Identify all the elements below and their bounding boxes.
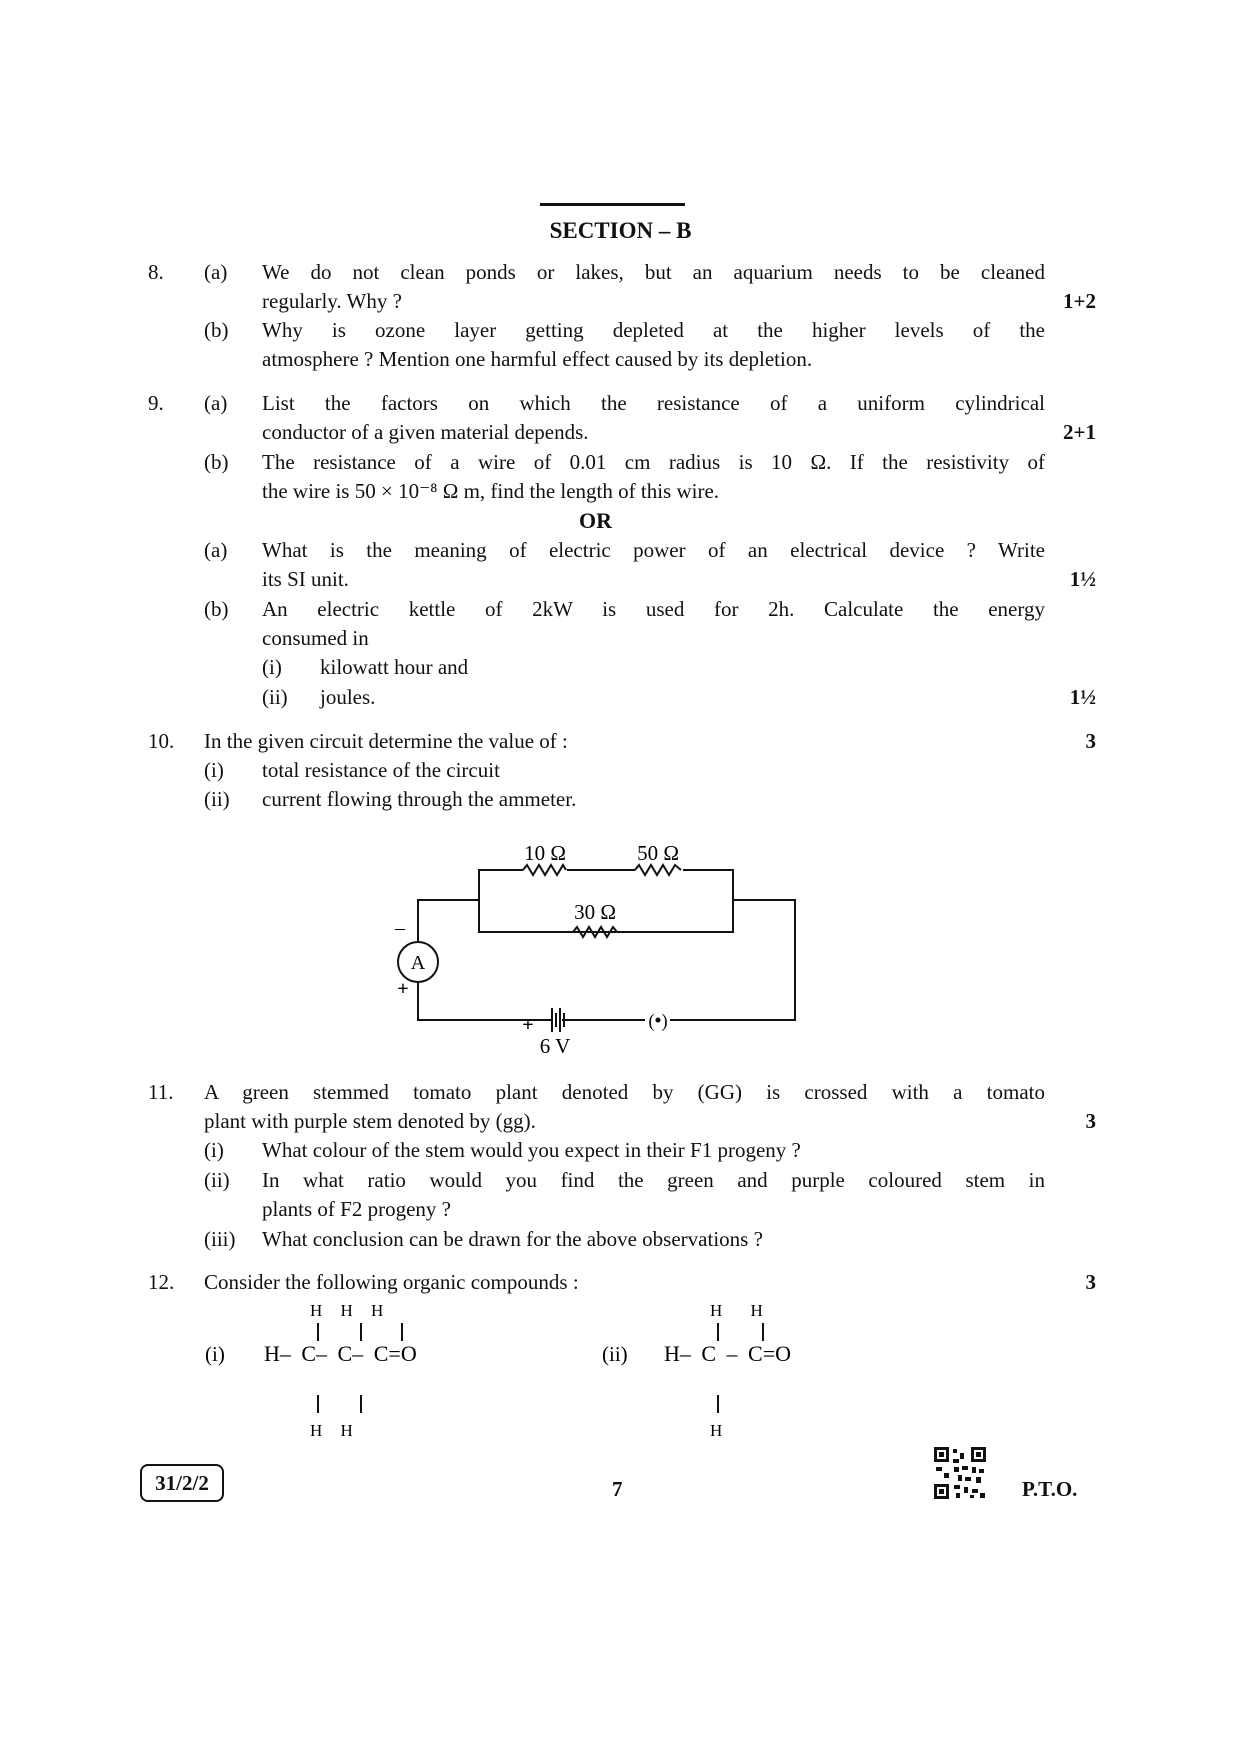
q11-line2: plant with purple stem denoted by (gg).: [204, 1109, 536, 1133]
q10-i-label: (i): [204, 758, 224, 782]
q11-i: What colour of the stem would you expect in their F1 progeny ?: [262, 1138, 801, 1162]
q8-a-label: (a): [204, 260, 228, 284]
ammeter-minus: –: [395, 917, 405, 939]
q9-alt-a-line2: its SI unit.: [262, 567, 349, 591]
compound-1-label: (i): [205, 1342, 225, 1366]
q9-a-line1: List the factors on which the resistance of a uniform cylindrical: [262, 391, 1045, 415]
q12-text: Consider the following organic compounds :: [204, 1270, 579, 1294]
page-number: 7: [612, 1477, 623, 1501]
q12-number: 12.: [148, 1270, 175, 1294]
q9-alt-b-ii-label: (ii): [262, 685, 288, 709]
q10-text: In the given circuit determine the value of :: [204, 729, 568, 753]
section-title: SECTION – B: [549, 218, 692, 243]
q10-number: 10.: [148, 729, 175, 753]
q8-a-line1: We do not clean ponds or lakes, but an aquarium needs to be cleaned: [262, 260, 1045, 284]
q9-a-label: (a): [204, 391, 228, 415]
compound-2-bottom-h: H: [710, 1421, 723, 1440]
battery-voltage: 6 V: [539, 1034, 571, 1058]
q11-i-label: (i): [204, 1138, 224, 1162]
q9-alt-b-line2: consumed in: [262, 626, 369, 650]
q9-b-line2: the wire is 50 × 10⁻⁸ Ω m, find the length of this wire.: [262, 479, 720, 503]
q11-number: 11.: [148, 1080, 174, 1104]
pto-label: P.T.O.: [1022, 1477, 1078, 1501]
q11-iii: What conclusion can be drawn for the above observations ?: [262, 1227, 763, 1251]
q9-marks-1: 2+1: [1063, 420, 1096, 444]
q8-b-line1: Why is ozone layer getting depleted at the higher levels of the: [262, 318, 1045, 342]
compound-2-label: (ii): [602, 1342, 628, 1366]
q8-number: 8.: [148, 260, 164, 284]
q10-i: total resistance of the circuit: [262, 758, 500, 782]
ammeter-plus: +: [397, 978, 409, 1000]
qr-code-icon: [934, 1447, 986, 1499]
q9-alt-b-label: (b): [204, 597, 229, 621]
q9-alt-b-i-label: (i): [262, 655, 282, 679]
or-separator: OR: [579, 508, 612, 533]
q11-ii-label: (ii): [204, 1168, 230, 1192]
compound-1-formula: H– C– C– C=O: [264, 1341, 417, 1366]
q9-alt-b-i: kilowatt hour and: [320, 655, 469, 679]
q12-marks: 3: [1085, 1270, 1096, 1294]
q9-b-label: (b): [204, 450, 229, 474]
compound-2-top-h: H H: [710, 1301, 763, 1320]
q9-alt-b-line1: An electric kettle of 2kW is used for 2h. Calculate the energy: [262, 597, 1045, 621]
q9-number: 9.: [148, 391, 164, 415]
key-label: (•): [648, 1011, 668, 1032]
q10-ii-label: (ii): [204, 787, 230, 811]
q11-line1: A green stemmed tomato plant denoted by (GG) is crossed with a tomato: [204, 1080, 1045, 1104]
circuit-r1-label: 10 Ω: [524, 841, 566, 865]
paper-code: 31/2/2: [140, 1464, 224, 1502]
q9-b-line1: The resistance of a wire of 0.01 cm radius is 10 Ω. If the resistivity of: [262, 450, 1045, 474]
q9-a-line2: conductor of a given material depends.: [262, 420, 589, 444]
q9-marks-2: 1½: [1069, 567, 1096, 591]
battery-plus: +: [522, 1014, 534, 1036]
compound-1-top-h: H H H: [310, 1301, 384, 1320]
compound-1-bottom-h: H H: [310, 1421, 353, 1440]
q11-ii-line1: In what ratio would you find the green and purple coloured stem in: [262, 1168, 1045, 1192]
q9-alt-a-line1: What is the meaning of electric power of an electrical device ? Write: [262, 538, 1045, 562]
q10-marks: 3: [1085, 729, 1096, 753]
q10-ii: current flowing through the ammeter.: [262, 787, 577, 811]
q11-ii-line2: plants of F2 progeny ?: [262, 1197, 451, 1221]
q8-a-line2: regularly. Why ?: [262, 289, 402, 313]
q8-marks: 1+2: [1063, 289, 1096, 313]
circuit-r3-label: 30 Ω: [574, 900, 616, 924]
circuit-r2-label: 50 Ω: [637, 841, 679, 865]
q8-b-line2: atmosphere ? Mention one harmful effect caused by its depletion.: [262, 347, 813, 371]
compound-2-formula: H– C – C=O: [664, 1341, 792, 1366]
ammeter-label: A: [410, 952, 426, 974]
q11-iii-label: (iii): [204, 1227, 236, 1251]
q9-marks-3: 1½: [1069, 685, 1096, 709]
q9-alt-b-ii: joules.: [320, 685, 376, 709]
q11-marks: 3: [1085, 1109, 1096, 1133]
q8-b-label: (b): [204, 318, 229, 342]
q9-alt-a-label: (a): [204, 538, 228, 562]
